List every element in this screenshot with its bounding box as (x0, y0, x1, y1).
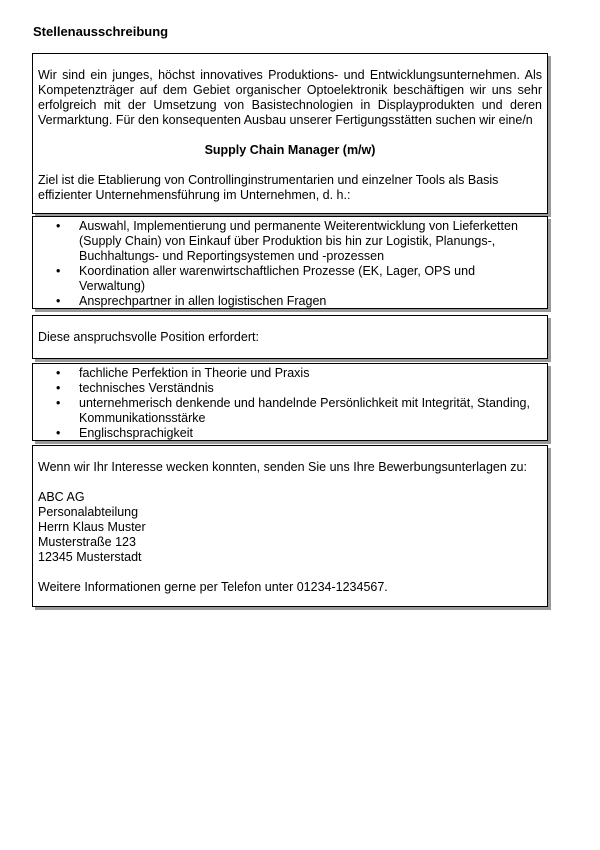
list-item (38, 381, 542, 396)
role-title: Supply Chain Manager (m/w) (204, 143, 376, 157)
list-item (38, 366, 542, 381)
intro-box (32, 53, 548, 214)
requirements-box (32, 363, 548, 441)
address-block (38, 490, 542, 565)
task-text: Ansprechpartner in allen logistischen Fragen (79, 294, 327, 308)
bullet-icon: • (56, 264, 61, 278)
intro-paragraph: Wir sind ein junges, höchst innovatives Produktions- und Entwicklungsunternehmen. Als Kompetenzträger auf dem Gebiet organischer Optoelektronik beschäftigen wir uns sehr erfolgreich mit der Umsetzung von Basistechnologien in Displayprodukten und deren Vermarktung. Für den konsequenten Ausbau unserer Fertigungsstätten suchen wir eine/n (38, 68, 542, 127)
goal-paragraph: Ziel ist die Etablierung von Controllinginstrumentarien und einzelner Tools als Basis effizienter Unternehmensführung im Unternehmen, d. h.: (38, 173, 499, 202)
bullet-icon: • (56, 294, 61, 308)
tasks-list (38, 219, 542, 309)
requirement-text: fachliche Perfektion in Theorie und Praxis (79, 366, 310, 380)
task-text: Auswahl, Implementierung und permanente Weiterentwicklung von Lieferketten (Supply Chain) von Einkauf über Produktion bis hin zur Logistik, Planungs-, Buchhaltungs- und Reportingsystemen und -prozessen (79, 219, 518, 263)
contact-intro: Wenn wir Ihr Interesse wecken konnten, senden Sie uns Ihre Bewerbungsunterlagen zu: (38, 460, 527, 474)
task-text: Koordination aller warenwirtschaftlichen Prozesse (EK, Lager, OPS und Verwaltung) (79, 264, 476, 293)
contact-footer: Weitere Informationen gerne per Telefon unter 01234-1234567. (38, 580, 388, 594)
requirements-heading-box (32, 315, 548, 359)
requirement-text: Englischsprachigkeit (79, 426, 193, 440)
bullet-icon: • (56, 366, 61, 380)
list-item (38, 219, 542, 264)
requirement-text: technisches Verständnis (79, 381, 214, 395)
bullet-icon: • (56, 396, 61, 410)
requirement-text: unternehmerisch denkende und handelnde Persönlichkeit mit Integrität, Standing, Kommunikationsstärke (79, 396, 530, 425)
address-company: ABC AG (38, 490, 85, 504)
requirements-heading: Diese anspruchsvolle Position erfordert: (38, 330, 259, 344)
address-recipient: Herrn Klaus Muster (38, 520, 146, 534)
address-city: 12345 Musterstadt (38, 550, 142, 564)
bullet-icon: • (56, 426, 61, 440)
bullet-icon: • (56, 219, 61, 233)
list-item (38, 264, 542, 294)
bullet-icon: • (56, 381, 61, 395)
requirements-list (38, 366, 542, 441)
address-street: Musterstraße 123 (38, 535, 136, 549)
tasks-box (32, 216, 548, 309)
list-item (38, 396, 542, 426)
document-title: Stellenausschreibung (33, 24, 169, 39)
address-department: Personalabteilung (38, 505, 139, 519)
contact-box (32, 445, 548, 607)
list-item (38, 294, 542, 309)
list-item (38, 426, 542, 441)
